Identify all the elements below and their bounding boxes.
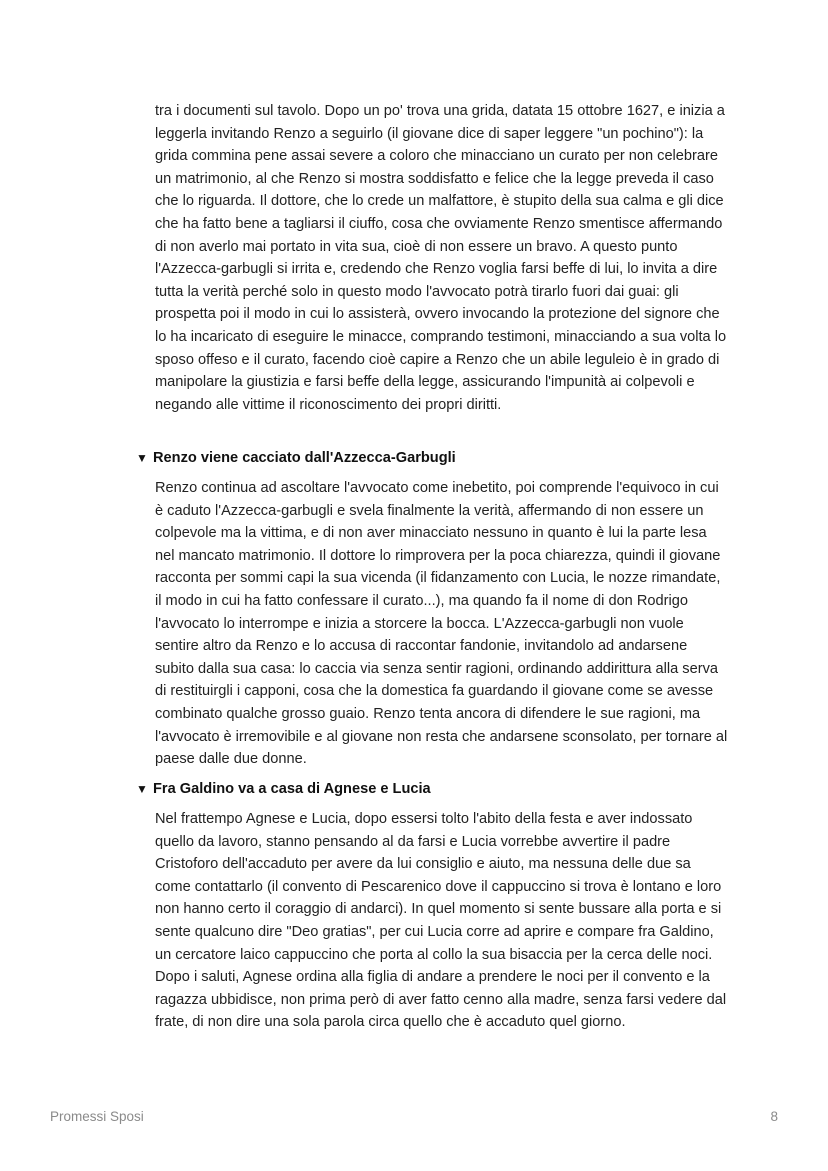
section-heading-renzo-cacciato[interactable] — [136, 448, 736, 468]
body-paragraph-intro: tra i documenti sul tavolo. Dopo un po' trova una grida, datata 15 ottobre 1627, e inizia a leggerla invitando Renzo a seguirlo (il giovane dice di saper leggere "un pochino"): la grida commina pene assai severe a coloro che minacciano un curato per non celebrare un matrimonio, al che Renzo si mostra soddisfatto e felice che la legge preveda il caso che lo riguarda. Il dottore, che lo crede un malfattore, è stupito della sua calma e gli dice che ha fatto bene a tagliarsi il ciuffo, cosa che ovviamente Renzo smentisce affermando di non averlo mai portato in vita sua, cioè di non essere un bravo. A questo punto l'Azzecca-garbugli si irrita e, credendo che Renzo voglia farsi beffe di lui, lo invita a dire tutta la verità perché solo in questo modo l'avvocato potrà tirarlo fuori dai guai: gli prospetta poi il modo in cui lo assisterà, ovvero invocando la protezione del signore che lo ha incaricato di eseguire le minacce, comprando testimoni, minacciando a sua volta lo sposo offeso e il curato, facendo cioè capire a Renzo che un abile leguleio è in grado di manipolare la giustizia e farsi beffe della legge, assicurando l'impunità ai colpevoli e negando alle vittime il riconoscimento dei propri diritti. — [155, 103, 727, 413]
footer-page-number: 8 — [770, 1109, 778, 1124]
body-paragraph-fra-galdino: Nel frattempo Agnese e Lucia, dopo essersi tolto l'abito della festa e aver indossato quello da lavoro, stanno pensando al da farsi e Lucia vorrebbe avvertire il padre Cristoforo dell'accaduto per avere da lui consiglio e aiuto, ma nessuna delle due sa come contattarlo (il convento di Pescarenico dove il cappuccino si trova è lontano e loro non hanno certo il coraggio di andarci). In quel momento si sente bussare alla porta e si sente qualcuno dire "Deo gratias", per cui Lucia corre ad aprire e compare fra Galdino, un cercatore laico cappuccino che porta al collo la sua bisaccia per la cerca delle noci. Dopo i saluti, Agnese ordina alla figlia di andare a prendere le noci per il convento e la ragazza ubbidisce, non prima però di aver fatto cenno alla madre, senza farsi vedere dal frate, di non dire una sola parola circa quello che è accaduto quel giorno. — [155, 811, 727, 1031]
collapse-triangle-icon[interactable]: ▼ — [136, 782, 148, 796]
section-heading-fra-galdino[interactable] — [136, 779, 736, 799]
collapse-triangle-icon[interactable]: ▼ — [136, 451, 148, 465]
section-title: Renzo viene cacciato dall'Azzecca-Garbugli — [153, 450, 456, 466]
section-title: Fra Galdino va a casa di Agnese e Lucia — [153, 781, 431, 797]
footer-document-title: Promessi Sposi — [50, 1109, 144, 1124]
body-paragraph-renzo-cacciato: Renzo continua ad ascoltare l'avvocato come inebetito, poi comprende l'equivoco in cui è caduto l'Azzecca-garbugli e svela finalmente la verità, affermando di non essere un colpevole ma la vittima, e di non aver minacciato nessuno in quanto è lui la parte lesa nel mancato matrimonio. Il dottore lo rimprovera per la poca chiarezza, quindi il giovane racconta per sommi capi la sua vicenda (il fidanzamento con Lucia, le nozze rimandate, il modo in cui ha fatto confessare il curato...), ma quando fa il nome di don Rodrigo l'avvocato lo interrompe e inizia a storcere la bocca. L'Azzecca-garbugli non vuole sentire altro da Renzo e lo accusa di raccontar fandonie, invitandolo ad andarsene subito dalla sua casa: lo caccia via senza sentir ragioni, ordinando addirittura alla serva di restituirgli i capponi, cosa che la domestica fa guardando il giovane come se avesse combinato qualche grosso guaio. Renzo tenta ancora di difendere le sue ragioni, ma l'avvocato è irremovibile e al giovane non resta che andarsene sconsolato, per tornare al paese dalle due donne. — [155, 480, 728, 768]
